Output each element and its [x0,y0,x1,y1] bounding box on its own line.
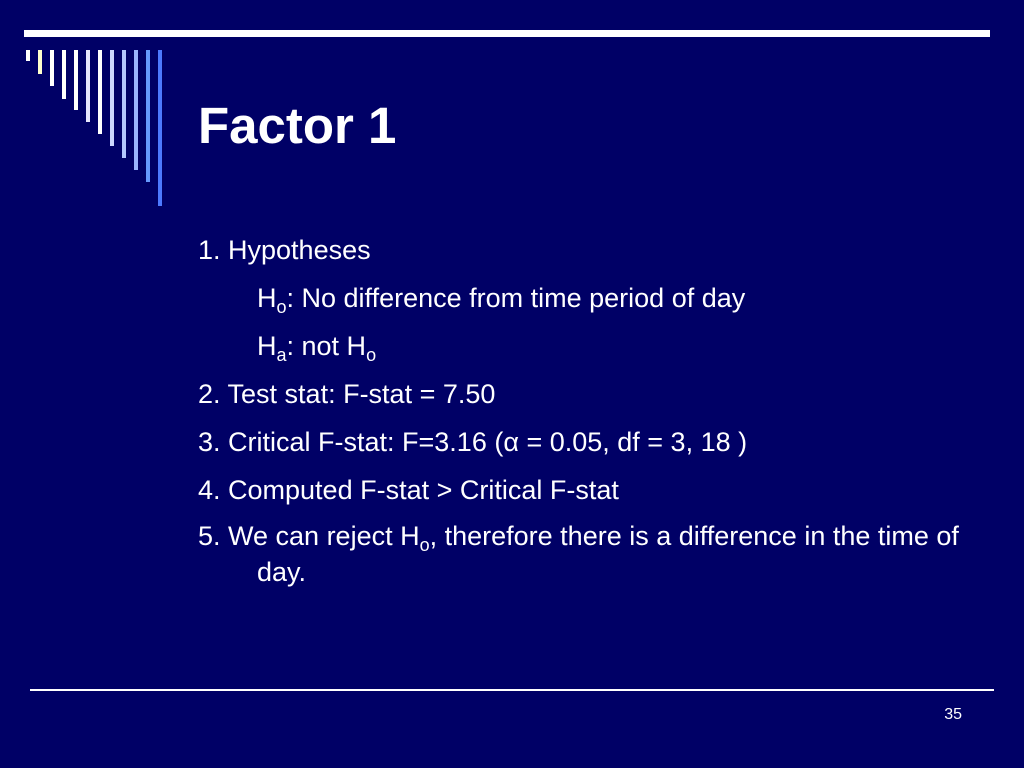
decorative-stripe [122,50,126,158]
alt-reference-subscript: o [366,345,377,365]
decorative-stripe [110,50,114,146]
decorative-stripe [146,50,150,182]
decorative-stripe [98,50,102,134]
null-hypothesis [198,278,978,318]
alternative-hypothesis [198,326,978,366]
alt-subscript: a [276,345,287,365]
slide-title: Factor 1 [198,97,397,154]
test-stat-line: 2. Test stat: F-stat = 7.50 [198,379,496,409]
bottom-rule [30,689,994,691]
decorative-stripe [26,50,30,61]
slide-content [198,230,978,598]
top-rule [24,30,990,37]
alt-symbol: H [257,331,277,361]
conclusion-line [198,518,978,590]
hypotheses-heading: 1. Hypotheses [198,235,371,265]
computed-comparison-line: 4. Computed F-stat > Critical F-stat [198,475,619,505]
conclusion-end: , therefore there is a difference in the time of day. [257,521,959,587]
null-text: : No difference from time period of day [286,283,746,313]
critical-stat-line: 3. Critical F-stat: F=3.16 (α = 0.05, df = 3, 18 ) [198,427,748,457]
decorative-stripe [38,50,42,74]
alt-text: : not H [286,331,367,361]
decorative-stripes [26,50,166,210]
decorative-stripe [74,50,78,110]
decorative-stripe [158,50,162,206]
conclusion-subscript: o [419,535,430,555]
decorative-stripe [86,50,90,122]
null-symbol: H [257,283,277,313]
page-number: 35 [944,706,962,723]
conclusion-start: 5. We can reject H [198,521,420,551]
decorative-stripe [50,50,54,86]
null-subscript: o [276,297,287,317]
decorative-stripe [62,50,66,99]
decorative-stripe [134,50,138,170]
